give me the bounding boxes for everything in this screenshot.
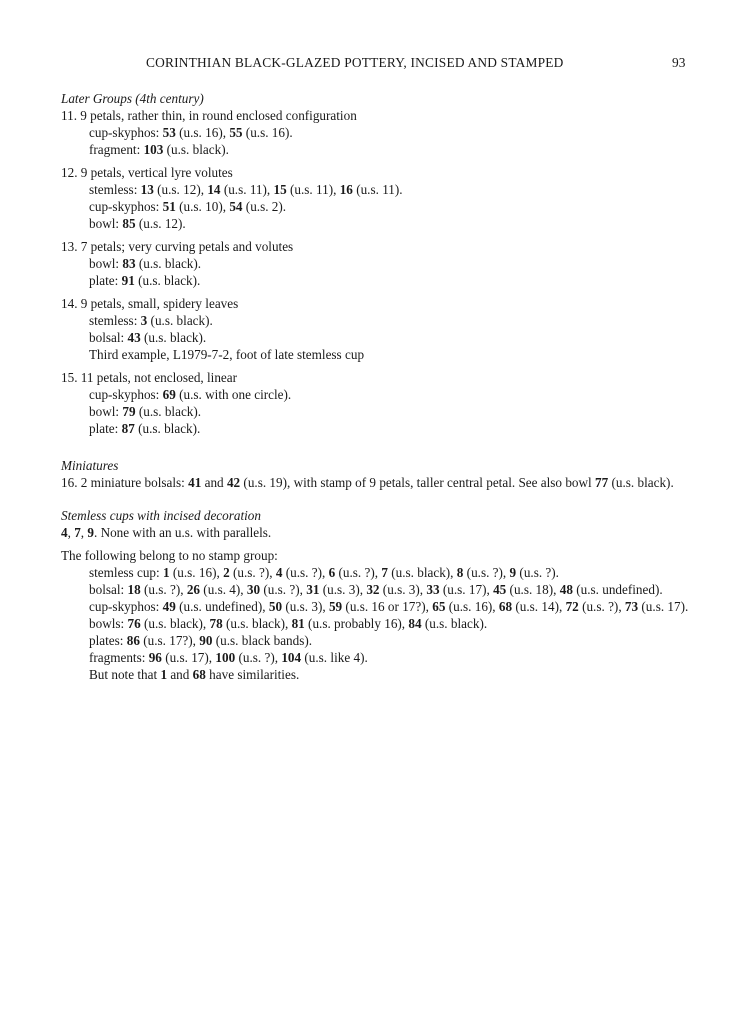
catalogue-number: 30 [246, 582, 261, 597]
catalogue-number: 100 [215, 650, 236, 665]
catalogue-number: 33 [426, 582, 440, 597]
catalogue-number: 3 [140, 313, 148, 328]
list-item: plate: 91 (u.s. black). [89, 273, 201, 288]
stamp-group-11 [61, 107, 693, 158]
list-item: stemless cup: 1 (u.s. 16), 2 (u.s. ?), 4 (u.s. ?), 6 (u.s. ?), 7 (u.s. black), 8 (u.s. ?), 9 (u.s. ?). [89, 565, 559, 580]
catalogue-number: 9 [87, 525, 94, 540]
catalogue-number: 96 [148, 650, 162, 665]
stamp-group-12 [61, 164, 693, 232]
catalogue-number: 53 [162, 125, 176, 140]
list-item: cup-skyphos: 53 (u.s. 16), 55 (u.s. 16). [89, 125, 293, 140]
catalogue-number: 41 [188, 475, 202, 490]
page-body [61, 90, 693, 683]
list-item: stemless: 13 (u.s. 12), 14 (u.s. 11), 15 (u.s. 11), 16 (u.s. 11). [89, 182, 403, 197]
stamp-group-14 [61, 295, 693, 363]
list-item: cup-skyphos: 49 (u.s. undefined), 50 (u.s. 3), 59 (u.s. 16 or 17?), 65 (u.s. 16), 68 (u.s. 14), 72 (u.s. ?), 73 (u.s. 17). [89, 599, 689, 614]
catalogue-number: 55 [229, 125, 243, 140]
catalogue-number: 18 [127, 582, 141, 597]
catalogue-number: 54 [229, 199, 243, 214]
running-header [0, 54, 749, 74]
group-title: 11. 9 petals, rather thin, in round enclosed configuration [61, 108, 357, 123]
list-item: plates: 86 (u.s. 17?), 90 (u.s. black bands). [89, 633, 313, 648]
catalogue-number: 69 [162, 387, 176, 402]
catalogue-number: 15 [273, 182, 287, 197]
catalogue-number: 79 [122, 404, 136, 419]
list-item: bowl: 79 (u.s. black). [89, 404, 202, 419]
list-item: bolsal: 18 (u.s. ?), 26 (u.s. 4), 30 (u.s. ?), 31 (u.s. 3), 32 (u.s. 3), 33 (u.s. 17), 45 (u.s. 18), 48 (u.s. undefined). [89, 582, 663, 597]
catalogue-number: 104 [281, 650, 302, 665]
stemless-incised-paragraph: 4, 7, 9. None with an u.s. with parallels. [61, 525, 272, 540]
list-item: fragment: 103 (u.s. black). [89, 142, 229, 157]
catalogue-number: 49 [162, 599, 176, 614]
list-item: But note that 1 and 68 have similarities. [89, 667, 300, 682]
catalogue-number: 91 [121, 273, 135, 288]
catalogue-number: 16 [339, 182, 353, 197]
catalogue-number: 103 [143, 142, 164, 157]
catalogue-number: 72 [565, 599, 579, 614]
catalogue-number: 86 [126, 633, 140, 648]
catalogue-number: 32 [366, 582, 380, 597]
catalogue-number: 68 [498, 599, 513, 614]
section-heading-miniatures: Miniatures [61, 458, 119, 473]
list-item: bowl: 83 (u.s. black). [89, 256, 202, 271]
catalogue-number: 42 [226, 475, 241, 490]
catalogue-number: 68 [192, 667, 206, 682]
catalogue-number: 2 [223, 565, 230, 580]
catalogue-number: 4 [61, 525, 68, 540]
list-item: Third example, L1979-7-2, foot of late stemless cup [89, 347, 365, 362]
catalogue-number: 8 [456, 565, 464, 580]
catalogue-number: 45 [493, 582, 507, 597]
catalogue-number: 48 [559, 582, 573, 597]
catalogue-number: 50 [268, 599, 283, 614]
catalogue-number: 43 [127, 330, 141, 345]
stamp-group-15 [61, 369, 693, 437]
catalogue-number: 85 [122, 216, 136, 231]
catalogue-number: 31 [306, 582, 320, 597]
list-item: bowls: 76 (u.s. black), 78 (u.s. black), 81 (u.s. probably 16), 84 (u.s. black). [89, 616, 488, 631]
section-heading-later-groups: Later Groups (4th century) [61, 91, 204, 106]
group-title: 14. 9 petals, small, spidery leaves [61, 296, 239, 311]
list-item: fragments: 96 (u.s. 17), 100 (u.s. ?), 104 (u.s. like 4). [89, 650, 368, 665]
list-item: stemless: 3 (u.s. black). [89, 313, 213, 328]
catalogue-number: 83 [122, 256, 136, 271]
list-item: plate: 87 (u.s. black). [89, 421, 201, 436]
list-item: bolsal: 43 (u.s. black). [89, 330, 207, 345]
catalogue-number: 26 [186, 582, 200, 597]
catalogue-number: 65 [432, 599, 446, 614]
catalogue-number: 81 [291, 616, 305, 631]
catalogue-number: 51 [162, 199, 176, 214]
group-title: 13. 7 petals; very curving petals and volutes [61, 239, 294, 254]
miniatures-paragraph: 16. 2 miniature bolsals: 41 and 42 (u.s. 19), with stamp of 9 petals, taller central petal. See also bowl 77 (u.s. black). [61, 475, 674, 490]
page-number: 93 [672, 55, 686, 70]
stamp-group-13 [61, 238, 693, 289]
group-title: 12. 9 petals, vertical lyre volutes [61, 165, 233, 180]
catalogue-number: 1 [160, 667, 168, 682]
catalogue-number: 77 [595, 475, 609, 490]
list-item: bowl: 85 (u.s. 12). [89, 216, 186, 231]
catalogue-number: 7 [381, 565, 388, 580]
no-group-intro: The following belong to no stamp group: [61, 548, 278, 563]
catalogue-number: 9 [509, 565, 517, 580]
catalogue-number: 84 [408, 616, 422, 631]
catalogue-number: 7 [74, 525, 81, 540]
section-heading-stemless-incised: Stemless cups with incised decoration [61, 508, 261, 523]
catalogue-number: 13 [140, 182, 154, 197]
running-head-title: CORINTHIAN BLACK-GLAZED POTTERY, INCISED AND STAMPED [146, 55, 564, 70]
catalogue-number: 73 [624, 599, 639, 614]
catalogue-number: 76 [127, 616, 141, 631]
catalogue-number: 90 [199, 633, 213, 648]
catalogue-number: 78 [209, 616, 223, 631]
list-item: cup-skyphos: 51 (u.s. 10), 54 (u.s. 2). [89, 199, 287, 214]
catalogue-number: 6 [328, 565, 336, 580]
catalogue-number: 59 [328, 599, 343, 614]
group-title: 15. 11 petals, not enclosed, linear [61, 370, 238, 385]
list-item: cup-skyphos: 69 (u.s. with one circle). [89, 387, 292, 402]
catalogue-number: 87 [121, 421, 135, 436]
catalogue-number: 4 [275, 565, 283, 580]
catalogue-number: 1 [163, 565, 170, 580]
catalogue-number: 14 [207, 182, 221, 197]
